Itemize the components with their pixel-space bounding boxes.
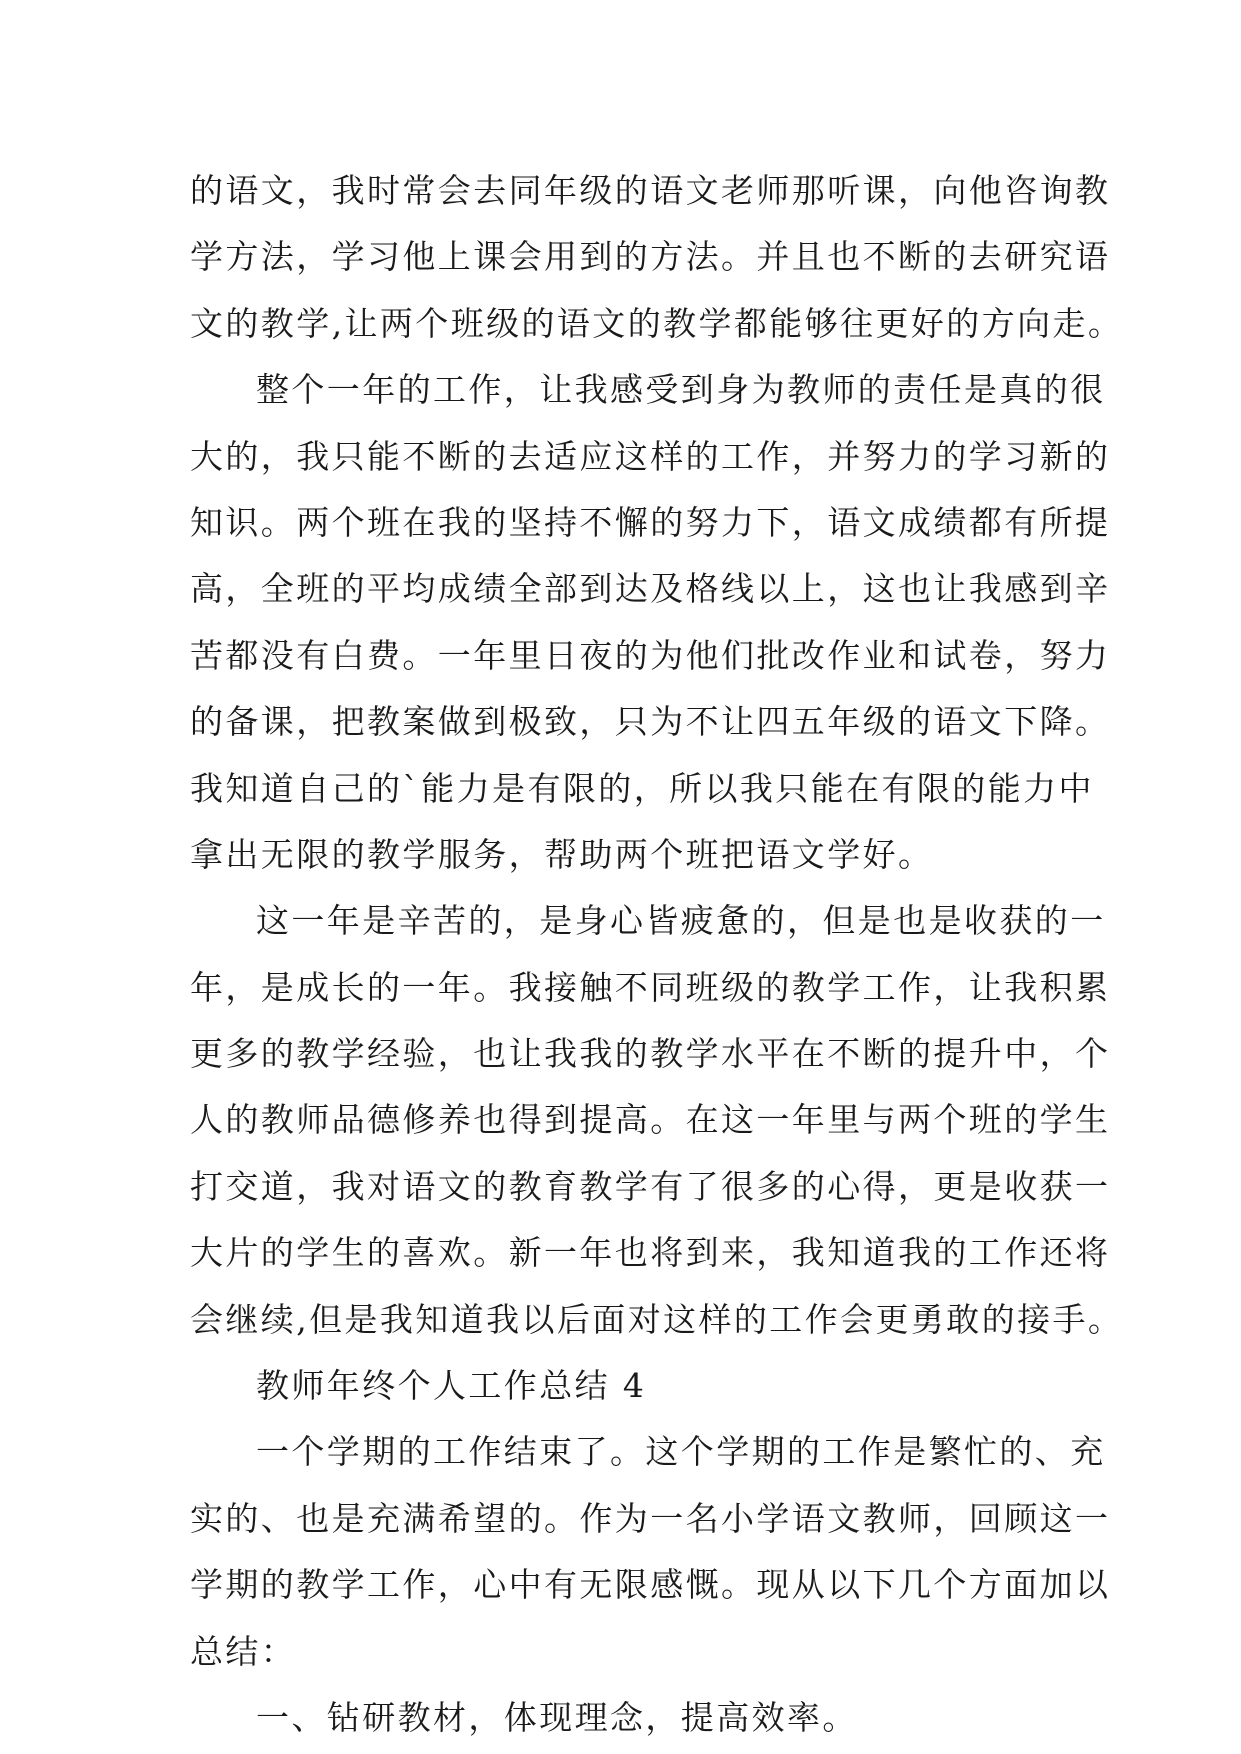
text-line: 会继续,但是我知道我以后面对这样的工作会更勇敢的接手。 <box>190 1299 1124 1339</box>
text-line: 年，是成长的一年。我接触不同班级的教学工作，让我积累 <box>190 967 1111 1007</box>
section-heading: 教师年终个人工作总结 4 <box>256 1366 647 1406</box>
paragraph-start-line: 这一年是辛苦的，是身心皆疲惫的，但是也是收获的一 <box>256 901 1106 941</box>
text-line: 人的教师品德修养也得到提高。在这一年里与两个班的学生 <box>190 1100 1111 1140</box>
text-line: 实的、也是充满希望的。作为一名小学语文教师，回顾这一 <box>190 1498 1111 1538</box>
text-line: 总结： <box>190 1631 297 1671</box>
text-line: 的备课，把教案做到极致，只为不让四五年级的语文下降。 <box>190 702 1111 742</box>
text-line: 大片的学生的喜欢。新一年也将到来，我知道我的工作还将 <box>190 1233 1111 1273</box>
text-line: 打交道，我对语文的教育教学有了很多的心得，更是收获一 <box>190 1166 1111 1206</box>
paragraph-start-line: 一个学期的工作结束了。这个学期的工作是繁忙的、充 <box>256 1432 1106 1472</box>
paragraph-start-line: 整个一年的工作，让我感受到身为教师的责任是真的很 <box>256 370 1106 410</box>
document-body <box>190 158 1124 1751</box>
text-line: 学方法，学习他上课会用到的方法。并且也不断的去研究语 <box>190 237 1111 277</box>
text-line: 大的，我只能不断的去适应这样的工作，并努力的学习新的 <box>190 436 1111 476</box>
text-line: 学期的教学工作，心中有无限感慨。现从以下几个方面加以 <box>190 1565 1111 1605</box>
text-line: 高，全班的平均成绩全部到达及格线以上，这也让我感到辛 <box>190 569 1111 609</box>
text-line: 知识。两个班在我的坚持不懈的努力下，语文成绩都有所提 <box>190 502 1111 542</box>
text-line: 拿出无限的教学服务，帮助两个班把语文学好。 <box>190 834 934 874</box>
text-line: 文的教学,让两个班级的语文的教学都能够往更好的方向走。 <box>190 303 1124 343</box>
text-line: 的语文，我时常会去同年级的语文老师那听课，向他咨询教 <box>190 171 1111 210</box>
text-line: 苦都没有白费。一年里日夜的为他们批改作业和试卷，努力 <box>190 635 1111 675</box>
subsection-heading: 一、钻研教材，体现理念，提高效率。 <box>256 1697 858 1737</box>
text-line: 更多的教学经验，也让我我的教学水平在不断的提升中，个 <box>190 1034 1111 1074</box>
text-line: 我知道自己的`能力是有限的，所以我只能在有限的能力中 <box>190 768 1094 808</box>
